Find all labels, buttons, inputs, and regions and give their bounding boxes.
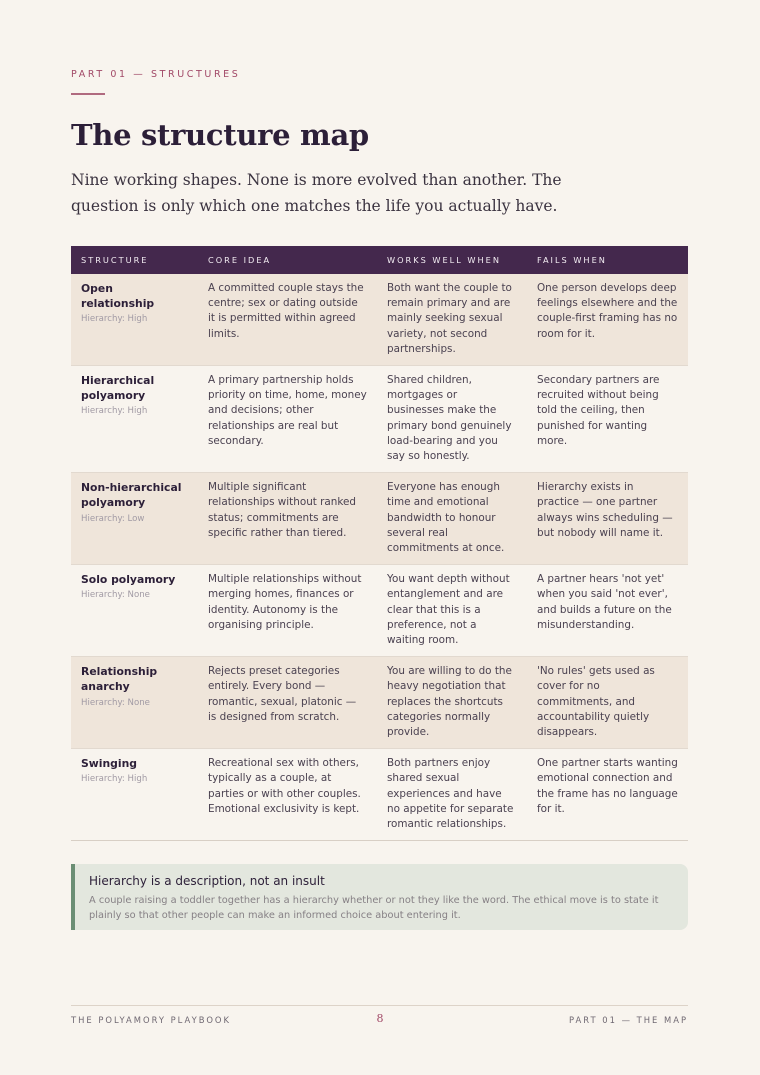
hierarchy-level: Hierarchy: High [81, 774, 148, 785]
fails-when-cell: One person develops deep feelings elsewhere and the couple-first framing has no room for it. [527, 274, 688, 366]
table-row [71, 657, 688, 749]
fails-when-cell: Secondary partners are recruited without being told the ceiling, then punished for wanting more. [527, 366, 688, 473]
table-row [71, 274, 688, 366]
structure-cell [71, 749, 198, 841]
column-header-works-well: WORKS WELL WHEN [377, 246, 527, 274]
table-row [71, 749, 688, 841]
footer-rule [71, 1005, 688, 1006]
table-row [71, 565, 688, 657]
structure-cell [71, 366, 198, 473]
core-idea-cell: A committed couple stays the centre; sex or dating outside it is permitted within agreed limits. [198, 274, 377, 366]
core-idea-cell: Multiple significant relationships without ranked status; commitments are specific rather than tiered. [198, 473, 377, 565]
fails-when-cell: Hierarchy exists in practice — one partner always wins scheduling — but nobody will name it. [527, 473, 688, 565]
structure-name: Hierarchical polyamory [81, 374, 155, 403]
structure-name: Open relationship [81, 282, 155, 311]
column-header-core-idea: CORE IDEA [198, 246, 377, 274]
table-row [71, 366, 688, 473]
page-title: The structure map [71, 118, 369, 152]
hierarchy-level: Hierarchy: High [81, 406, 148, 417]
table-row [71, 473, 688, 565]
footer-book-title: THE POLYAMORY PLAYBOOK [71, 1015, 232, 1025]
hierarchy-callout [71, 864, 688, 930]
footer-section-label: PART 01 — THE MAP [569, 1015, 688, 1025]
works-well-cell: Everyone has enough time and emotional bandwidth to honour several real commitments at once. [377, 473, 527, 565]
kicker-rule [71, 93, 105, 95]
core-idea-cell: Rejects preset categories entirely. Every bond — romantic, sexual, platonic — is designed from scratch. [198, 657, 377, 749]
works-well-cell: You are willing to do the heavy negotiation that replaces the shortcuts categories normally provide. [377, 657, 527, 749]
structure-name: Swinging [81, 757, 137, 771]
hierarchy-level: Hierarchy: High [81, 314, 148, 325]
structure-cell [71, 274, 198, 366]
works-well-cell: Both want the couple to remain primary and are mainly seeking sexual variety, not second partnerships. [377, 274, 527, 366]
section-kicker: PART 01 — STRUCTURES [71, 69, 241, 80]
structure-name: Non-hierarchical polyamory [81, 481, 182, 510]
callout-body: A couple raising a toddler together has a hierarchy whether or not they like the word. The ethical move is to state it plainly so that other people can make an informed choice about entering it. [89, 895, 659, 921]
hierarchy-level: Hierarchy: Low [81, 513, 145, 524]
page-number: 8 [376, 1012, 384, 1025]
callout-title: Hierarchy is a description, not an insult [89, 874, 325, 888]
works-well-cell: Both partners enjoy shared sexual experiences and have no appetite for separate romantic relationships. [377, 749, 527, 841]
column-header-structure: STRUCTURE [71, 246, 198, 274]
structure-cell [71, 565, 198, 657]
hierarchy-level: Hierarchy: None [81, 590, 150, 601]
works-well-cell: Shared children, mortgages or businesses make the primary bond genuinely load-bearing and you say so honestly. [377, 366, 527, 473]
hierarchy-level: Hierarchy: None [81, 697, 150, 708]
structure-name: Solo polyamory [81, 573, 176, 587]
works-well-cell: You want depth without entanglement and are clear that this is a preference, not a waiting room. [377, 565, 527, 657]
lede-paragraph: Nine working shapes. None is more evolved than another. The question is only which one matches the life you actually have. [71, 171, 562, 215]
core-idea-cell: Recreational sex with others, typically as a couple, at parties or with other couples. Emotional exclusivity is kept. [198, 749, 377, 841]
fails-when-cell: One partner starts wanting emotional connection and the frame has no language for it. [527, 749, 688, 841]
fails-when-cell: 'No rules' gets used as cover for no commitments, and accountability quietly disappears. [527, 657, 688, 749]
core-idea-cell: A primary partnership holds priority on time, home, money and decisions; other relationships are real but secondary. [198, 366, 377, 473]
structure-name: Relationship anarchy [81, 665, 158, 694]
structure-cell [71, 657, 198, 749]
table-header-row [71, 246, 688, 274]
structure-cell [71, 473, 198, 565]
structure-table [71, 246, 688, 841]
fails-when-cell: A partner hears 'not yet' when you said 'not ever', and builds a future on the misunderstanding. [527, 565, 688, 657]
column-header-fails-when: FAILS WHEN [527, 246, 688, 274]
core-idea-cell: Multiple relationships without merging homes, finances or identity. Autonomy is the organising principle. [198, 565, 377, 657]
